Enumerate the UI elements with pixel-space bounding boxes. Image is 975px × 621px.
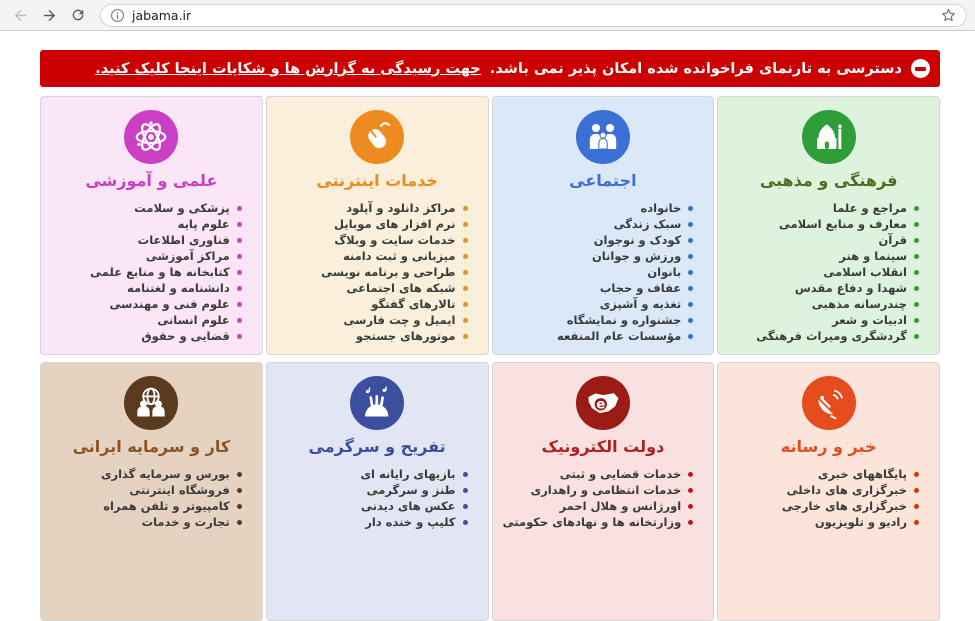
category-card xyxy=(266,96,489,355)
bullet-dot-icon xyxy=(463,254,468,259)
category-link[interactable] xyxy=(51,296,242,312)
category-link[interactable] xyxy=(503,296,694,312)
complaints-link[interactable]: جهت رسیدگی به گزارش ها و شکایات اینجا کلیک کنید. xyxy=(95,60,481,77)
bullet-dot-icon xyxy=(688,334,693,339)
categories-grid xyxy=(40,96,940,621)
category-link[interactable] xyxy=(728,498,919,514)
bullet-dot-icon xyxy=(688,222,693,227)
url-text[interactable]: jabama.ir xyxy=(132,7,192,23)
category-link[interactable] xyxy=(277,296,468,312)
category-link[interactable] xyxy=(728,328,919,344)
bullet-dot-icon xyxy=(914,504,919,509)
category-title[interactable]: خبر و رسانه xyxy=(780,437,877,456)
category-link-label[interactable]: خانواده xyxy=(640,201,682,215)
bullet-dot-icon xyxy=(688,254,693,259)
category-link-label[interactable]: شهدا و دفاع مقدس xyxy=(794,281,907,295)
bullet-dot-icon xyxy=(688,472,693,477)
bullet-dot-icon xyxy=(463,504,468,509)
category-link[interactable] xyxy=(277,514,468,530)
category-link-label[interactable]: پایگاههای خبری xyxy=(817,467,907,481)
svg-text:e: e xyxy=(596,397,606,413)
bullet-dot-icon xyxy=(914,472,919,477)
category-link-label[interactable]: اورژانس و هلال احمر xyxy=(559,499,682,513)
category-card xyxy=(40,362,263,621)
category-link[interactable] xyxy=(277,264,468,280)
category-link[interactable] xyxy=(728,514,919,530)
category-link-label[interactable]: دانشنامه و لغتنامه xyxy=(127,281,230,295)
mouse-icon[interactable] xyxy=(350,110,404,164)
category-link-label[interactable]: تجارت و خدمات xyxy=(141,515,230,529)
category-link[interactable] xyxy=(277,482,468,498)
bullet-dot-icon xyxy=(914,270,919,275)
category-link[interactable] xyxy=(51,514,242,530)
bullet-dot-icon xyxy=(237,270,242,275)
celebration-hands-icon[interactable] xyxy=(350,376,404,430)
bullet-dot-icon xyxy=(237,488,242,493)
category-link-label[interactable]: بازیهای رایانه ای xyxy=(360,467,456,481)
bullet-dot-icon xyxy=(463,286,468,291)
category-link[interactable] xyxy=(277,232,468,248)
bullet-dot-icon xyxy=(237,254,242,259)
category-link-label[interactable]: سینما و هنر xyxy=(839,249,907,263)
category-link-label[interactable]: بورس و سرمایه گذاری xyxy=(100,467,230,481)
category-link-label[interactable]: شبکه های اجتماعی xyxy=(346,281,456,295)
category-link-label[interactable]: تالارهای گفتگو xyxy=(371,297,456,311)
browser-toolbar xyxy=(0,0,975,31)
category-link-label[interactable]: خبرگزاری های داخلی xyxy=(786,483,907,497)
category-link-label[interactable]: قضایی و حقوق xyxy=(141,329,230,343)
bullet-dot-icon xyxy=(914,206,919,211)
bullet-dot-icon xyxy=(463,334,468,339)
bullet-dot-icon xyxy=(237,238,242,243)
category-link[interactable] xyxy=(503,482,694,498)
category-link-label[interactable]: پزشکی و سلامت xyxy=(134,201,230,215)
category-links xyxy=(273,466,482,530)
bullet-dot-icon xyxy=(688,488,693,493)
category-title[interactable]: فرهنگی و مذهبی xyxy=(759,171,898,190)
category-link-label[interactable]: گردشگری ومیراث فرهنگی xyxy=(756,329,907,343)
category-link[interactable] xyxy=(277,200,468,216)
category-link-label[interactable]: مؤسسات عام المنفعه xyxy=(557,329,682,343)
filtering-notice-banner xyxy=(40,50,940,87)
category-link[interactable] xyxy=(728,280,919,296)
category-link[interactable] xyxy=(51,328,242,344)
category-links xyxy=(724,466,933,530)
category-link-label[interactable]: فناوری اطلاعات xyxy=(137,233,230,247)
bullet-dot-icon xyxy=(914,222,919,227)
category-link-label[interactable]: تغذیه و آشپزی xyxy=(599,297,682,311)
category-link-label[interactable]: خدمات سایت و وبلاگ xyxy=(334,233,456,247)
bullet-dot-icon xyxy=(237,504,242,509)
bullet-dot-icon xyxy=(463,520,468,525)
address-bar[interactable] xyxy=(100,4,967,27)
bullet-dot-icon xyxy=(237,302,242,307)
category-link-label[interactable]: رادیو و تلویزیون xyxy=(814,515,907,529)
bullet-dot-icon xyxy=(688,302,693,307)
category-link-label[interactable]: مراجع و علما xyxy=(832,201,907,215)
category-links xyxy=(47,466,256,530)
category-link-label[interactable]: قرآن xyxy=(878,233,907,247)
category-links xyxy=(499,200,708,344)
category-links xyxy=(724,200,933,344)
bullet-dot-icon xyxy=(914,254,919,259)
category-card xyxy=(266,362,489,621)
bullet-dot-icon xyxy=(914,318,919,323)
category-card xyxy=(492,362,715,621)
category-link[interactable] xyxy=(51,200,242,216)
category-link-label[interactable]: مراکز آموزشی xyxy=(145,249,230,263)
iran-egov-icon[interactable] xyxy=(576,376,630,430)
category-link-label[interactable]: علوم انسانی xyxy=(157,313,230,327)
category-card xyxy=(717,96,940,355)
category-link-label[interactable]: فروشگاه اینترنتی xyxy=(129,483,230,497)
bullet-dot-icon xyxy=(914,520,919,525)
bullet-dot-icon xyxy=(237,286,242,291)
bullet-dot-icon xyxy=(688,504,693,509)
category-link-label[interactable]: عکس های دیدنی xyxy=(361,499,456,513)
category-link[interactable] xyxy=(277,216,468,232)
bullet-dot-icon xyxy=(914,334,919,339)
category-link[interactable] xyxy=(728,216,919,232)
bullet-dot-icon xyxy=(914,302,919,307)
category-link[interactable] xyxy=(51,264,242,280)
category-link-label[interactable]: عفاف و حجاب xyxy=(599,281,682,295)
category-link[interactable] xyxy=(728,248,919,264)
category-card xyxy=(492,96,715,355)
bullet-dot-icon xyxy=(914,238,919,243)
category-link-label[interactable]: کلیپ و خنده دار xyxy=(365,515,456,529)
category-link-label[interactable]: سبک زندگی xyxy=(613,217,682,231)
bullet-dot-icon xyxy=(237,222,242,227)
category-link-label[interactable]: وزارتخانه ها و نهادهای حکومتی xyxy=(502,515,682,529)
category-link-label[interactable]: خدمات انتظامی و راهداری xyxy=(530,483,682,497)
bullet-dot-icon xyxy=(463,270,468,275)
category-title[interactable]: اجتماعی xyxy=(569,171,637,190)
category-link-label[interactable]: ادبیات و شعر xyxy=(832,313,907,327)
category-link[interactable] xyxy=(277,498,468,514)
category-title[interactable]: تفریح و سرگرمی xyxy=(308,437,446,456)
category-link[interactable] xyxy=(277,280,468,296)
bullet-dot-icon xyxy=(237,472,242,477)
category-link[interactable] xyxy=(503,248,694,264)
category-link-label[interactable]: معارف و منابع اسلامی xyxy=(778,217,907,231)
bullet-dot-icon xyxy=(688,270,693,275)
bullet-dot-icon xyxy=(463,206,468,211)
category-link-label[interactable]: چندرسانه مذهبی xyxy=(811,297,907,311)
category-link[interactable] xyxy=(503,328,694,344)
bullet-dot-icon xyxy=(688,206,693,211)
bullet-dot-icon xyxy=(463,472,468,477)
category-link[interactable] xyxy=(503,232,694,248)
category-link[interactable] xyxy=(51,232,242,248)
category-link[interactable] xyxy=(277,328,468,344)
category-link[interactable] xyxy=(277,248,468,264)
category-links xyxy=(47,200,256,344)
bullet-dot-icon xyxy=(688,520,693,525)
category-links xyxy=(499,466,708,530)
category-link[interactable] xyxy=(51,280,242,296)
category-link[interactable] xyxy=(51,482,242,498)
category-link[interactable] xyxy=(277,466,468,482)
category-link[interactable] xyxy=(277,312,468,328)
category-card xyxy=(40,96,263,355)
category-title[interactable]: کار و سرمایه ایرانی xyxy=(72,437,231,456)
category-link[interactable] xyxy=(503,216,694,232)
category-link[interactable] xyxy=(728,200,919,216)
category-links xyxy=(273,200,482,344)
category-title[interactable]: دولت الکترونیک xyxy=(541,437,665,456)
category-link-label[interactable]: خبرگزاری های خارجی xyxy=(781,499,907,513)
bookmark-star-icon[interactable] xyxy=(940,7,957,24)
page-right-margin xyxy=(937,95,975,521)
category-title[interactable]: خدمات اینترنتی xyxy=(316,171,438,190)
bullet-dot-icon xyxy=(914,488,919,493)
category-link-label[interactable]: انقلاب اسلامی xyxy=(823,265,907,279)
bullet-dot-icon xyxy=(237,334,242,339)
category-link-label[interactable]: جشنواره و نمایشگاه xyxy=(566,313,682,327)
category-link[interactable] xyxy=(728,482,919,498)
bullet-dot-icon xyxy=(463,488,468,493)
category-link-label[interactable]: بانوان xyxy=(647,265,682,279)
category-link[interactable] xyxy=(728,296,919,312)
banner-message: دسترسی به تارنمای فراخوانده شده امکان پذیر نمی باشد. xyxy=(489,60,902,77)
category-link[interactable] xyxy=(503,514,694,530)
category-link[interactable] xyxy=(51,248,242,264)
category-link-label[interactable]: کتابخانه ها و منابع علمی xyxy=(90,265,230,279)
category-link-label[interactable]: علوم فنی و مهندسی xyxy=(109,297,230,311)
bullet-dot-icon xyxy=(237,520,242,525)
bullet-dot-icon xyxy=(688,318,693,323)
bullet-dot-icon xyxy=(463,238,468,243)
category-link-label[interactable]: مراکز دانلود و آپلود xyxy=(346,201,456,215)
category-link-label[interactable]: موتورهای جستجو xyxy=(356,329,456,343)
atom-icon[interactable] xyxy=(124,110,178,164)
family-icon[interactable] xyxy=(576,110,630,164)
category-link[interactable] xyxy=(51,466,242,482)
category-link-label[interactable]: خدمات قضایی و ثبتی xyxy=(559,467,682,481)
category-link-label[interactable]: طراحی و برنامه نویسی xyxy=(321,265,456,279)
blocked-icon xyxy=(911,59,930,78)
category-link[interactable] xyxy=(728,264,919,280)
reload-icon[interactable] xyxy=(66,3,90,27)
category-card xyxy=(717,362,940,621)
category-link-label[interactable]: میزبانی و ثبت دامنه xyxy=(342,249,456,263)
bullet-dot-icon xyxy=(463,318,468,323)
category-link-label[interactable]: نرم افزار های موبایل xyxy=(334,217,456,231)
category-link[interactable] xyxy=(503,264,694,280)
category-link[interactable] xyxy=(503,312,694,328)
category-link-label[interactable]: ورزش و جوانان xyxy=(591,249,682,263)
category-link[interactable] xyxy=(503,498,694,514)
category-link[interactable] xyxy=(728,466,919,482)
category-link-label[interactable]: کامپیوتر و تلفن همراه xyxy=(103,499,230,513)
category-link-label[interactable]: علوم پایه xyxy=(177,217,230,231)
bullet-dot-icon xyxy=(688,238,693,243)
category-link-label[interactable]: ایمیل و چت فارسی xyxy=(343,313,456,327)
satellite-dish-icon[interactable] xyxy=(802,376,856,430)
category-link[interactable] xyxy=(503,200,694,216)
back-icon[interactable] xyxy=(8,3,32,27)
category-link[interactable] xyxy=(503,280,694,296)
category-title[interactable]: علمی و آموزشی xyxy=(85,171,218,190)
bullet-dot-icon xyxy=(463,302,468,307)
category-link[interactable] xyxy=(503,466,694,482)
category-link[interactable] xyxy=(51,216,242,232)
category-link-label[interactable]: کودک و نوجوان xyxy=(593,233,682,247)
bullet-dot-icon xyxy=(914,286,919,291)
bullet-dot-icon xyxy=(688,286,693,291)
category-link[interactable] xyxy=(51,498,242,514)
category-link[interactable] xyxy=(728,312,919,328)
mosque-icon[interactable] xyxy=(802,110,856,164)
page-info-icon[interactable] xyxy=(110,8,125,23)
category-link-label[interactable]: طنز و سرگرمی xyxy=(366,483,456,497)
bullet-dot-icon xyxy=(237,206,242,211)
bullet-dot-icon xyxy=(463,222,468,227)
category-link[interactable] xyxy=(51,312,242,328)
bullet-dot-icon xyxy=(237,318,242,323)
category-link[interactable] xyxy=(728,232,919,248)
handshake-globe-icon[interactable] xyxy=(124,376,178,430)
forward-icon[interactable] xyxy=(37,3,61,27)
